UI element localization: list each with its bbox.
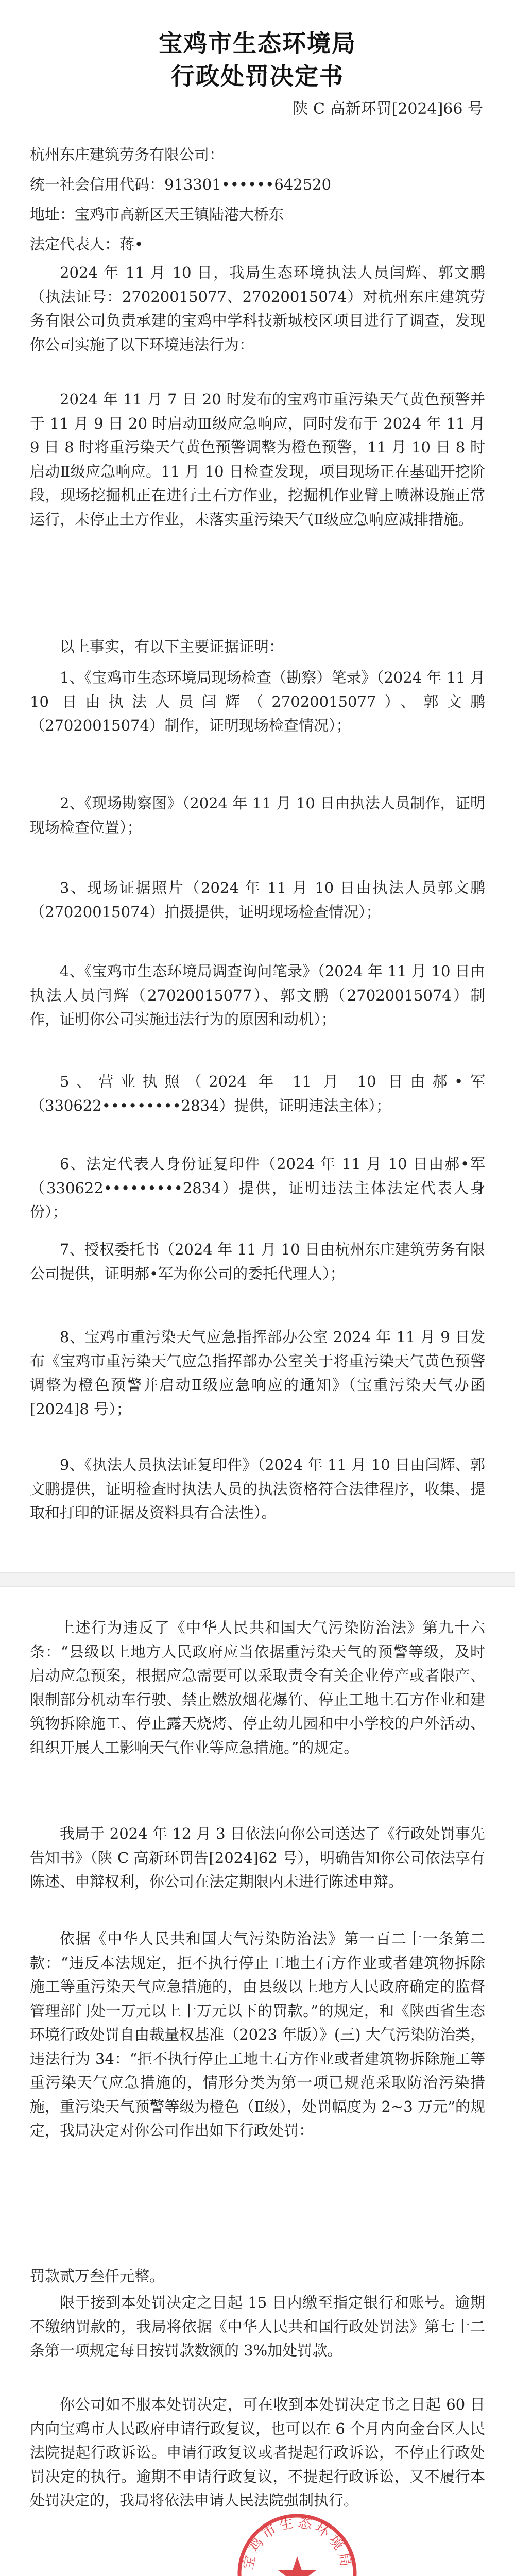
evidence-item-3: 3、现场证据照片（2024 年 11 月 10 日由执法人员郭文鹏（27020015074）拍摄提供，证明现场检查情况）； xyxy=(30,879,485,921)
document-number: 陕 C 高新环罚[2024]66 号 xyxy=(293,100,483,118)
payment-instructions: 限于接到本处罚决定之日起 15 日内缴至指定银行和账号。逾期不缴纳罚款的，我局将依据《中华人民共和国行政处罚法》第七十二条第一项规定每日按罚款数额的 3%加处罚款。 xyxy=(30,2294,485,2359)
evidence-item-7: 7、授权委托书（2024 年 11 月 10 日由杭州东庄建筑劳务有限公司提供，证明郝•军为你公司的委托代理人）； xyxy=(30,1241,485,1282)
law-violation-paragraph: 上述行为违反了《中华人民共和国大气污染防治法》第九十六条：“县级以上地方人民政府应当依据重污染天气的预警等级，及时启动应急预案，根据应急需要可以采取责令有关企业停产或者限产、限制部分机动车行驶、禁止燃放烟花爆竹、停止工地土石方作业和建筑物拆除施工、停止露天烧烤、停止幼儿园和中小学校的户外活动、组织开展人工影响天气作业等应急措施。”的规定。 xyxy=(30,1619,485,1756)
page-break xyxy=(0,1572,515,1587)
document-title-line2: 行政处罚决定书 xyxy=(171,62,344,90)
legal-basis-paragraph: 依据《中华人民共和国大气污染防治法》第一百二十一条第二款：“违反本法规定，拒不执行停止工地土石方作业或者建筑物拆除施工等重污染天气应急措施的，由县级以上地方人民政府确定的监督管理部门处一万元以上十万元以下的罚款。”的规定，和《陕西省生态环境行政处罚自由裁量权基准（2023 年版）》(三) 大气污染防治类，违法行为 34：“拒不执行停止工地土石方作业或者建筑物拆除施工等重污染天气应急措施的，情形分类为第一项已规范采取防治污染措施，重污染天气预警等级为橙色（Ⅱ级），处罚幅度为 2~3 万元”的规定，我局决定对你公司作出如下行政处罚： xyxy=(30,1930,485,2139)
notice-paragraph: 我局于 2024 年 12 月 3 日依法向你公司送达了《行政处罚事先告知书》（陕 C 高新环罚告[2024]62 号），明确告知你公司依法享有陈述、申辩权利，你公司在法定期限内未进行陈述申辩。 xyxy=(30,1825,485,1890)
penalty-amount: 罚款贰万叁仟元整。 xyxy=(30,2267,165,2285)
party-address: 地址：宝鸡市高新区天王镇陆港大桥东 xyxy=(30,206,284,223)
party-credit-code: 统一社会信用代码：913301••••••642520 xyxy=(30,176,332,193)
appeal-rights-paragraph: 你公司如不服本处罚决定，可在收到本处罚决定书之日起 60 日内向宝鸡市人民政府申请行政复议，也可以在 6 个月内向金台区人民法院提起行政诉讼。申请行政复议或者提起行政诉讼，不停止行政处罚决定的执行。逾期不申请行政复议，不提起行政诉讼，又不履行本处罚决定的，我局将依法申请人民法院强制执行。 xyxy=(30,2396,485,2509)
evidence-item-4: 4、《宝鸡市生态环境局调查询问笔录》（2024 年 11 月 10 日由执法人员闫辉（27020015077）、郭文鹏（27020015074）制作，证明你公司实施违法行为的原因和动机）； xyxy=(30,962,485,1028)
evidence-item-2: 2、《现场勘察图》（2024 年 11 月 10 日由执法人员制作，证明现场检查位置）； xyxy=(30,794,485,836)
document-title-line1: 宝鸡市生态环境局 xyxy=(159,29,356,57)
evidence-item-8: 8、宝鸡市重污染天气应急指挥部办公室 2024 年 11 月 9 日发布《宝鸡市重污染天气应急指挥部办公室关于将重污染天气黄色预警调整为橙色预警并启动Ⅱ级应急响应的通知》（宝重污染天气办函[2024]8 号）； xyxy=(30,1328,485,1418)
facts-paragraph-2: 2024 年 11 月 7 日 20 时发布的宝鸡市重污染天气黄色预警并于 11 月 9 日 20 时启动Ⅲ级应急响应，同时发布于 2024 年 11 月 9 日 8 时将重污染天气黄色预警调整为橙色预警，11 月 10 日 8 时启动Ⅱ级应急响应。11 月 10 日检查发现，项目现场正在基础开挖阶段，现场挖掘机正在进行土石方作业，挖掘机作业臂上喷淋设施正常运行，未停止土方作业，未落实重污染天气Ⅱ级应急响应减排措施。 xyxy=(30,391,485,528)
facts-paragraph-1: 2024 年 11 月 10 日，我局生态环境执法人员闫辉、郭文鹏（执法证号：27020015077、27020015074）对杭州东庄建筑劳务有限公司负责承建的宝鸡中学科技新城校区项目进行了调查，发现你公司实施了以下环境违法行为： xyxy=(30,264,485,353)
party-legal-rep: 法定代表人：蒋• xyxy=(30,235,144,253)
official-seal xyxy=(233,2509,362,2576)
evidence-item-6: 6、法定代表人身份证复印件（2024 年 11 月 10 日由郝•军（330622•••••••••2834）提供，证明违法主体法定代表人身份）； xyxy=(30,1155,485,1221)
party-company: 杭州东庄建筑劳务有限公司： xyxy=(30,146,225,163)
evidence-item-1: 1、《宝鸡市生态环境局现场检查（勘察）笔录》（2024 年 11 月 10 日由执法人员闫辉（27020015077）、郭文鹏（27020015074）制作，证明现场检查情况）； xyxy=(30,669,485,734)
seal-ring-text: 宝鸡市生态环境局 xyxy=(240,2514,354,2571)
evidence-item-5: 5、营业执照（2024 年 11 月 10 日由郝•军（330622•••••••••2834）提供，证明违法主体）； xyxy=(30,1073,485,1114)
evidence-intro: 以上事实，有以下主要证据证明： xyxy=(60,638,284,655)
evidence-item-9: 9、《执法人员执法证复印件》（2024 年 11 月 10 日由闫辉、郭文鹏提供，证明检查时执法人员的执法资格符合法律程序，收集、提取和打印的证据及资料具有合法性）。 xyxy=(30,1456,485,1521)
